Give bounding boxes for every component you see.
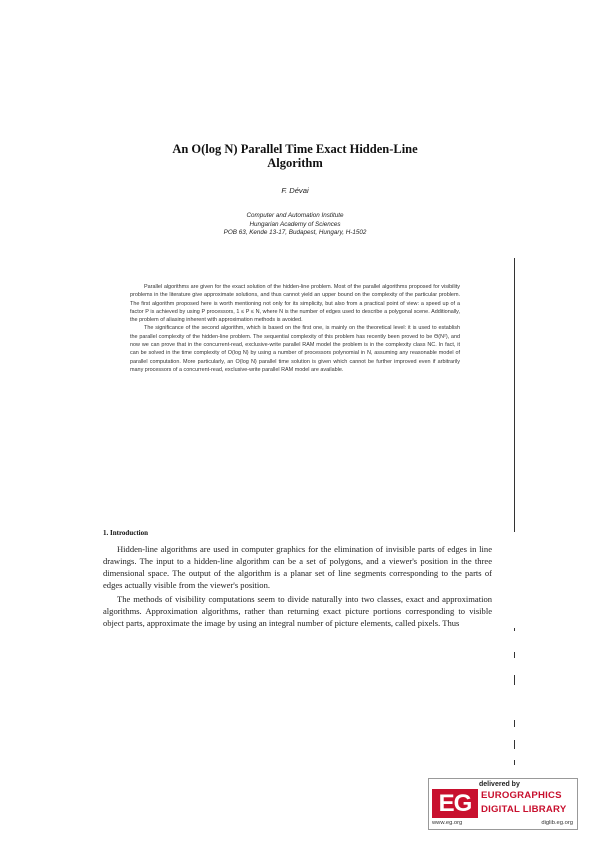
eg-logo-icon: EG: [432, 789, 478, 818]
paper-title: [120, 142, 470, 170]
abstract: [130, 283, 460, 374]
margin-mark: [514, 740, 515, 749]
title-line-2: Algorithm: [267, 156, 323, 170]
affiliation-line: Computer and Automation Institute: [246, 212, 344, 219]
margin-mark: [514, 720, 515, 727]
abstract-paragraph: The significance of the second algorithm, which is based on the first one, is mainly on the theoretical level: it is used to establish the parallel complexity of the hidden-line problem. The sequential complexity of this problem has recently been proved to be Θ(N²), and now we can prove that in the concurrent-read, exclusive-write parallel RAM model the problem is in the complexity class NC. In fact, it can be solved in the time complexity of O(log N) by using a number of processors polynomial in N, assuming any reasonable model of parallel computation. More particularly, an O(log N) parallel time solution is given which cannot be further improved even if arbitrarily many processors of a concurrent-read, exclusive-write parallel RAM model are available.: [130, 325, 460, 373]
body-text: [103, 543, 492, 631]
delivered-by-label: delivered by: [479, 781, 520, 788]
section-heading: 1. Introduction: [103, 529, 148, 537]
margin-rule: [514, 258, 515, 532]
abstract-paragraph: Parallel algorithms are given for the exact solution of the hidden-line problem. Most of the parallel algorithms proposed for visibility problems in the literature give approximate solutions, and thus cannot yield an upper bound on the complexity of the particular problem. The first algorithm proposed here is worth mentioning not only for its simplicity, but also from a practical point of view: a speed up of a factor P is achieved by using P processors, 1 ≤ P ≤ N, where N is the number of edges used to describe a polygonal scene. Additionally, the problem of aliasing inherent with approximation methods is avoided.: [130, 284, 460, 324]
affiliation: [140, 212, 450, 238]
margin-mark: [514, 628, 515, 631]
margin-mark: [514, 760, 515, 765]
badge-title-line-1: EUROGRAPHICS: [481, 790, 562, 801]
badge-title-line-2: DIGITAL LIBRARY: [481, 804, 567, 815]
author-name: F. Dévai: [281, 186, 309, 195]
body-paragraph: Hidden-line algorithms are used in computer graphics for the elimination of invisible parts of edges in line drawings. The input to a hidden-line algorithm can be a set of polygons, and a viewer's position in the three dimensional space. The output of the algorithm is a planar set of line segments corresponding to the parts of edges actually visible from the viewer's position.: [103, 544, 492, 590]
affiliation-line: Hungarian Academy of Sciences: [249, 220, 341, 228]
diglib-url-link[interactable]: diglib.eg.org: [541, 820, 573, 826]
body-paragraph: The methods of visibility computations seem to divide naturally into two classes, exact and approximation algorithms. Approximation algorithms, rather than returning exact picture portions corresponding to visible object parts, approximate the image by using an integral number of picture elements, called pixels. Thus: [103, 594, 492, 628]
eurographics-badge[interactable]: [428, 778, 578, 830]
margin-mark: [514, 675, 515, 685]
title-line-1: An O(log N) Parallel Time Exact Hidden-Line: [172, 142, 418, 156]
margin-mark: [514, 652, 515, 658]
affiliation-line: POB 63, Kende 13-17, Budapest, Hungary, H-1502: [223, 229, 367, 237]
eg-url-link[interactable]: www.eg.org: [432, 820, 463, 826]
